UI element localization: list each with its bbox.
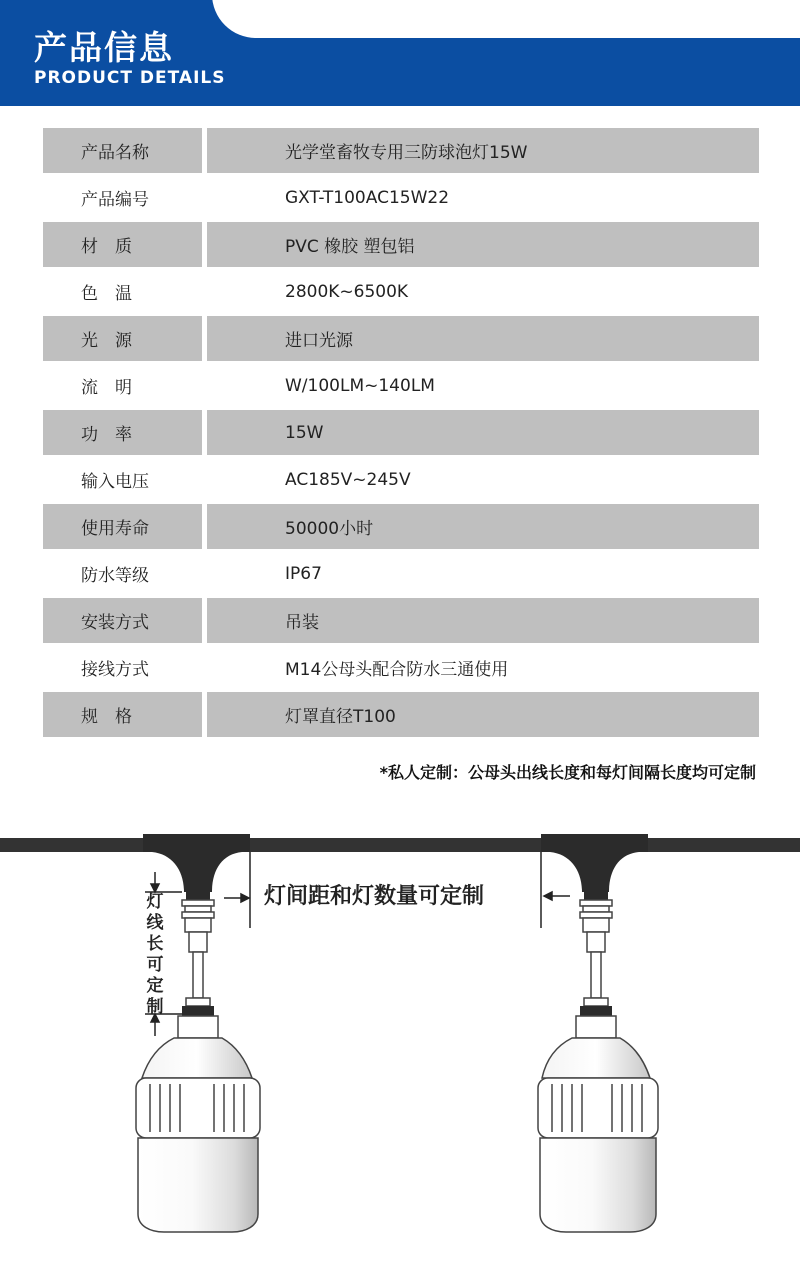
header-banner (0, 0, 800, 106)
table-row (43, 128, 759, 173)
table-row (43, 504, 759, 549)
spec-value: GXT-T100AC15W22 (285, 187, 450, 208)
bulb-heatsink-left (136, 1078, 260, 1138)
spec-value: PVC 橡胶 塑包铝 (207, 222, 759, 267)
spec-label: 色 温 (81, 284, 132, 304)
table-row (43, 222, 759, 267)
table-row (43, 316, 759, 361)
bulb-dome-right (542, 1038, 650, 1078)
spec-label: 防水等级 (81, 566, 149, 586)
spec-value: 50000小时 (207, 504, 759, 549)
lamp-cable-left (193, 952, 203, 998)
page-title: 产品信息 (34, 28, 174, 67)
customization-note: *私人定制：公母头出线长度和每灯间隔长度均可定制 (379, 763, 756, 782)
spec-label: 功 率 (43, 410, 202, 455)
spec-label: 光 源 (43, 316, 202, 361)
spec-label: 产品编号 (81, 190, 149, 210)
table-row (43, 692, 759, 737)
spec-value: M14公母头配合防水三通使用 (285, 660, 509, 680)
table-row (43, 598, 759, 643)
spec-label: 输入电压 (81, 472, 149, 492)
bulb-dome-left (142, 1038, 252, 1078)
spec-value: 光学堂畜牧专用三防球泡灯15W (207, 128, 759, 173)
spacing-label: 灯间距和灯数量可定制 (264, 884, 485, 909)
table-row (43, 269, 759, 314)
spec-label: 流 明 (81, 378, 132, 398)
spec-label: 产品名称 (43, 128, 202, 173)
table-row (43, 410, 759, 455)
cable-length-label: 灯线长可定制 (146, 892, 164, 1017)
bottom-strip (0, 1244, 800, 1260)
spec-value: 灯罩直径T100 (207, 692, 759, 737)
spec-label: 材 质 (43, 222, 202, 267)
spec-value: 2800K~6500K (285, 281, 409, 302)
table-row (43, 175, 759, 220)
bulb-globe-left (138, 1138, 258, 1232)
table-row (43, 551, 759, 596)
right-lamp-assembly (538, 834, 658, 1232)
spec-value: 进口光源 (207, 316, 759, 361)
table-row (43, 457, 759, 502)
bulb-heatsink-right (538, 1078, 658, 1138)
page-subtitle: PRODUCT DETAILS (34, 68, 226, 88)
spec-value: IP67 (285, 563, 322, 584)
spec-label: 使用寿命 (43, 504, 202, 549)
spec-label: 接线方式 (81, 660, 149, 680)
installation-diagram (0, 800, 800, 1260)
header-tab-shape (212, 0, 800, 38)
main-cable (0, 838, 800, 852)
table-row (43, 363, 759, 408)
spec-value: W/100LM~140LM (285, 375, 435, 396)
spec-value: AC185V~245V (285, 469, 411, 490)
bulb-globe-right (540, 1138, 656, 1232)
spec-label: 规 格 (43, 692, 202, 737)
spec-value: 15W (207, 410, 759, 455)
spec-value: 吊装 (207, 598, 759, 643)
spec-table (43, 128, 759, 739)
t-connector-right (541, 834, 648, 892)
diagram-illustration (0, 800, 800, 1260)
spec-label: 安装方式 (43, 598, 202, 643)
table-row (43, 645, 759, 690)
lamp-cable-right (591, 952, 601, 998)
